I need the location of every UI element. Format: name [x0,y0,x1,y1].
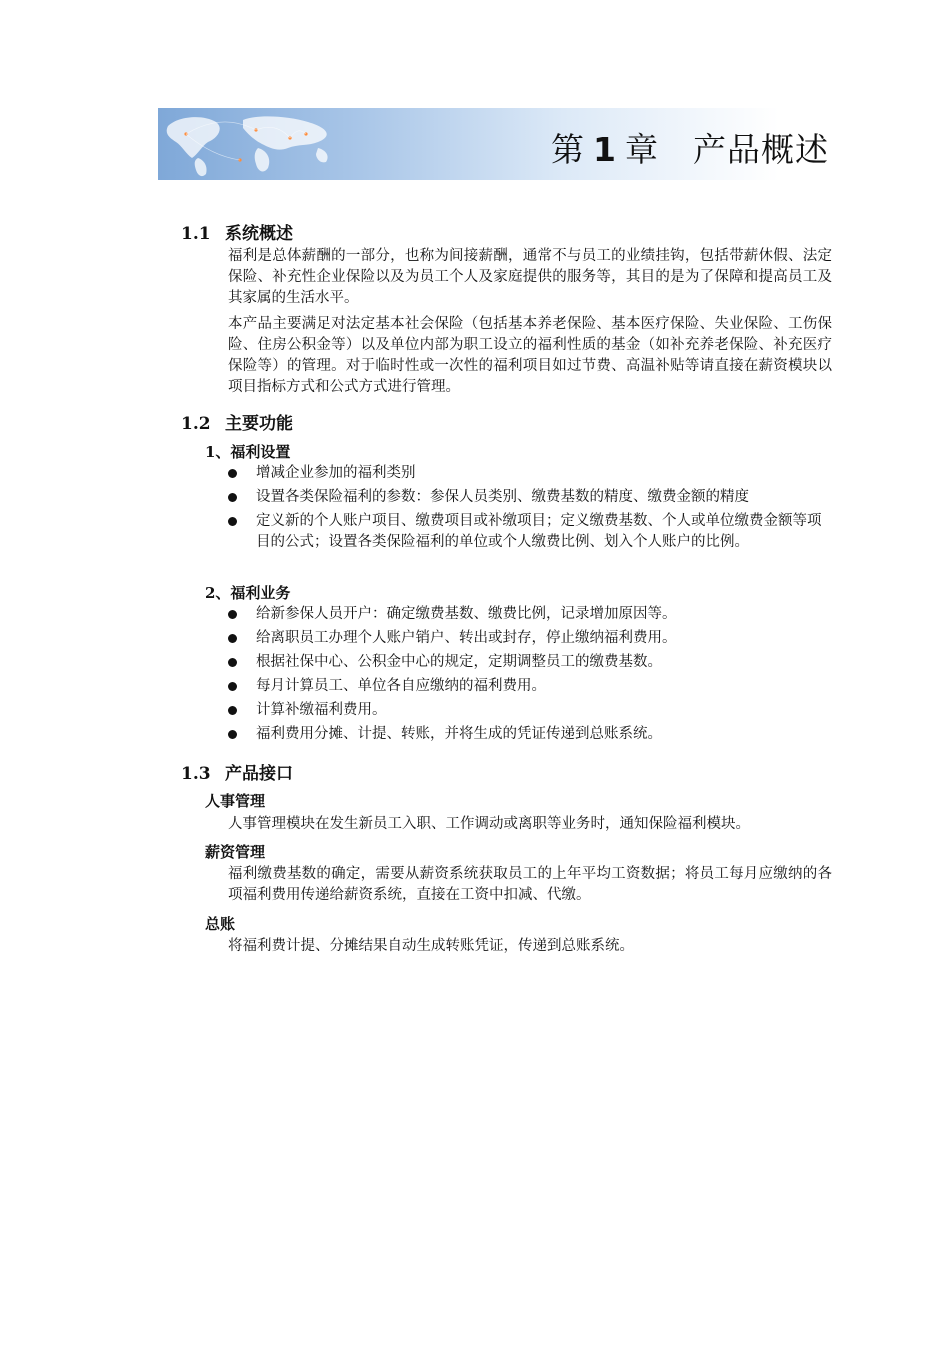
section-title: 系统概述 [225,224,293,244]
bullet-icon [228,610,237,619]
bullet-icon [228,469,237,478]
section-number: 1.1 [181,224,211,244]
interface-heading: 薪资管理 [205,843,266,861]
chapter-name: 产品概述 [693,130,829,169]
list-item-text: 根据社保中心、公积金中心的规定，定期调整员工的缴费基数。 [256,654,662,670]
section-number: 1.3 [181,764,211,784]
chapter-prefix: 第 [551,130,586,169]
list-item-text: 给离职员工办理个人账户销户、转出或封存，停止缴纳福利费用。 [256,630,677,646]
list-item [228,724,832,745]
chapter-number: 1 [593,130,617,169]
list-item-text: 每月计算员工、单位各自应缴纳的福利费用。 [256,678,546,694]
list-item [228,511,832,553]
bullet-icon [228,706,237,715]
world-map-icon [158,108,498,180]
bullet-icon [228,517,237,526]
bullet-icon [228,682,237,691]
section-heading [181,219,293,244]
paragraph: 福利是总体薪酬的一部分，也称为间接薪酬，通常不与员工的业绩挂钩，包括带薪休假、法定保险、补充性企业保险以及为员工个人及家庭提供的服务等，其目的是为了保障和提高员工及其家属的生活水平。 [228,248,832,306]
list-item-text: 福利费用分摊、计提、转账，并将生成的凭证传递到总账系统。 [256,726,662,742]
list-item [228,652,832,673]
subsection-heading: 2、福利业务 [205,584,291,602]
list-item-text: 设置各类保险福利的参数：参保人员类别、缴费基数的精度、缴费金额的精度 [256,489,749,505]
list-item-text: 计算补缴福利费用。 [256,702,387,718]
interface-heading: 人事管理 [205,792,266,810]
paragraph: 福利缴费基数的确定，需要从薪资系统获取员工的上年平均工资数据；将员工每月应缴纳的各项福利费用传递给薪资系统，直接在工资中扣减、代缴。 [228,866,832,903]
list-item [228,487,832,508]
section-heading [181,409,293,434]
section-title: 产品接口 [225,764,293,784]
list-item [228,604,832,625]
bullet-icon [228,634,237,643]
paragraph: 人事管理模块在发生新员工入职、工作调动或离职等业务时，通知保险福利模块。 [228,816,750,832]
bullet-icon [228,493,237,502]
chapter-banner [158,108,833,180]
list-item [228,463,832,484]
list-item-text: 增减企业参加的福利类别 [256,465,416,481]
paragraph: 本产品主要满足对法定基本社会保险（包括基本养老保险、基本医疗保险、失业保险、工伤保险、住房公积金等）以及单位内部为职工设立的福利性质的基金（如补充养老保险、补充医疗保险等）的管理。对于临时性或一次性的福利项目如过节费、高温补贴等请直接在薪资模块以项目指标方式和公式方式进行管理。 [228,316,832,395]
list-item-text: 定义新的个人账户项目、缴费项目或补缴项目；定义缴费基数、个人或单位缴费金额等项目的公式；设置各类保险福利的单位或个人缴费比例、划入个人账户的比例。 [256,513,822,550]
paragraph: 将福利费计提、分摊结果自动生成转账凭证，传递到总账系统。 [228,938,634,954]
section-number: 1.2 [181,414,211,434]
interface-heading: 总账 [205,915,236,933]
section-title: 主要功能 [225,414,293,434]
chapter-suffix: 章 [625,130,659,169]
section-heading [181,759,293,784]
bullet-icon [228,730,237,739]
list-item [228,628,832,649]
list-item [228,676,832,697]
chapter-title [551,124,829,171]
list-item [228,700,832,721]
list-item-text: 给新参保人员开户：确定缴费基数、缴费比例，记录增加原因等。 [256,606,677,622]
bullet-list [228,463,832,556]
subsection-heading: 1、福利设置 [205,443,291,461]
bullet-icon [228,658,237,667]
bullet-list [228,604,832,748]
